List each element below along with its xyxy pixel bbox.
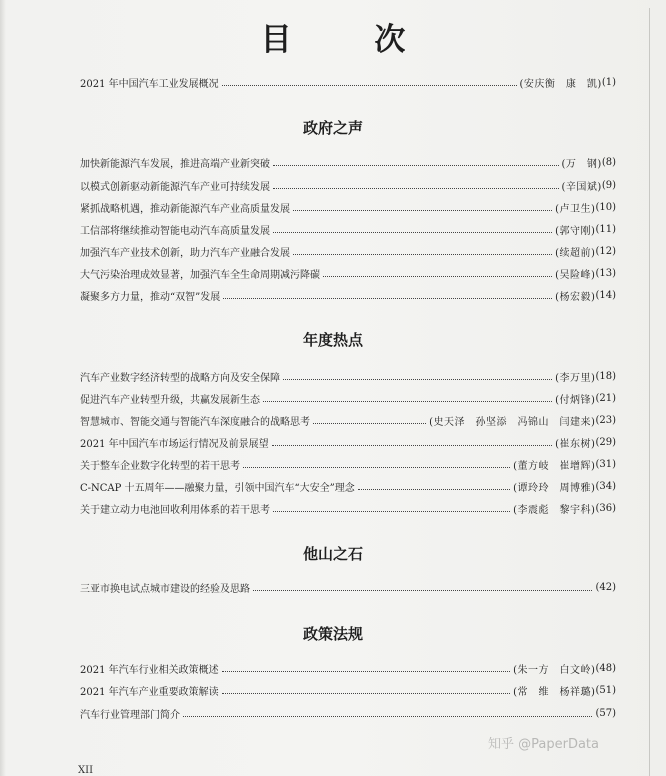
toc-entry[interactable] xyxy=(80,579,616,595)
entry-page: (48) xyxy=(595,662,616,674)
toc-entry[interactable] xyxy=(80,412,616,428)
toc-entry[interactable] xyxy=(80,660,616,676)
entry-title: 三亚市换电试点城市建设的经验及思路 xyxy=(80,583,250,595)
entry-page: (31) xyxy=(595,458,616,470)
entry-page: (11) xyxy=(595,223,616,235)
entry-page: (57) xyxy=(595,707,616,719)
entry-author: (郭守刚) xyxy=(555,225,596,237)
toc-entry[interactable] xyxy=(80,478,616,494)
dot-leader xyxy=(323,276,552,277)
entry-page: (29) xyxy=(595,436,616,448)
section-heading: 他山之石 xyxy=(302,545,363,563)
entry-page: (36) xyxy=(595,502,616,514)
dot-leader xyxy=(273,511,510,512)
dot-leader xyxy=(273,188,559,189)
dot-leader xyxy=(358,489,510,490)
toc-entry[interactable] xyxy=(80,368,616,384)
entry-title: 大气污染治理成效显著，加强汽车全生命周期减污降碳 xyxy=(80,269,320,281)
section-heading: 政策法规 xyxy=(302,625,363,643)
entry-page: (42) xyxy=(595,581,616,593)
dot-leader xyxy=(243,467,510,468)
entry-author: (万 钢) xyxy=(561,158,602,170)
entry-page: (34) xyxy=(595,480,616,492)
dot-leader xyxy=(273,165,559,166)
dot-leader xyxy=(183,716,592,717)
entry-author: (辛国斌) xyxy=(561,181,602,193)
section-heading: 政府之声 xyxy=(302,119,363,137)
entry-title: 关于整车企业数字化转型的若干思考 xyxy=(80,460,240,472)
toc-entry[interactable] xyxy=(80,456,616,472)
dot-leader xyxy=(313,423,426,424)
entry-title: 紧抓战略机遇，推动新能源汽车产业高质量发展 xyxy=(80,203,290,215)
entry-title: 促进汽车产业转型升级，共赢发展新生态 xyxy=(80,394,260,406)
entry-page: (1) xyxy=(601,76,616,88)
entry-author: (续超前) xyxy=(555,247,596,259)
entry-title: 工信部将继续推动智能电动汽车高质量发展 xyxy=(80,225,270,237)
toc-entry[interactable] xyxy=(80,434,616,450)
entry-title: 以模式创新驱动新能源汽车产业可持续发展 xyxy=(80,181,270,193)
toc-entry[interactable] xyxy=(80,390,616,406)
entry-author: (安庆衡 康 凯) xyxy=(519,78,602,90)
entry-page: (18) xyxy=(595,370,616,382)
entry-page: (21) xyxy=(595,392,616,404)
dot-leader xyxy=(222,85,517,86)
entry-title: 智慧城市、智能交通与智能汽车深度融合的战略思考 xyxy=(80,416,310,428)
page-title: 目 次 xyxy=(260,22,442,58)
entry-page: (13) xyxy=(595,267,616,279)
section-heading: 年度热点 xyxy=(302,331,363,349)
entry-author: (董方岐 崔增辉) xyxy=(513,460,596,472)
entry-title: 凝聚多方力量，推动“双智”发展 xyxy=(80,291,221,303)
dot-leader xyxy=(263,401,552,402)
entry-title: 汽车产业数字经济转型的战略方向及安全保障 xyxy=(80,372,280,384)
dot-leader xyxy=(293,254,552,255)
entry-author: (李万里) xyxy=(555,372,596,384)
entry-page: (8) xyxy=(601,156,616,168)
entry-page: (10) xyxy=(595,201,616,213)
dot-leader xyxy=(253,590,592,591)
entry-page: (51) xyxy=(595,684,616,696)
entry-title: 2021 年中国汽车工业发展概况 xyxy=(80,78,219,90)
entry-title: 关于建立动力电池回收利用体系的若干思考 xyxy=(80,504,270,516)
entry-author: (常 维 杨祥璐) xyxy=(513,686,596,698)
dot-leader xyxy=(283,379,552,380)
entry-page: (23) xyxy=(595,414,616,426)
entry-author: (杨宏毅) xyxy=(555,291,596,303)
entry-author: (崔东树) xyxy=(555,438,596,450)
toc-entry[interactable] xyxy=(80,221,616,237)
entry-author: (史天泽 孙坚添 冯锦山 闫建来) xyxy=(429,416,596,428)
entry-title: 汽车行业管理部门简介 xyxy=(80,709,180,721)
entry-page: (14) xyxy=(595,289,616,301)
dot-leader xyxy=(273,232,552,233)
dot-leader xyxy=(293,210,552,211)
toc-entry[interactable] xyxy=(80,287,616,303)
entry-title: 2021 年中国汽车市场运行情况及前景展望 xyxy=(80,438,269,450)
toc-entry[interactable] xyxy=(80,243,616,259)
entry-author: (朱一方 白文岭) xyxy=(513,664,596,676)
toc-entry[interactable] xyxy=(80,154,616,170)
entry-title: 加快新能源汽车发展，推进高端产业新突破 xyxy=(80,158,270,170)
dot-leader xyxy=(272,445,553,446)
entry-title: 2021 年汽车产业重要政策解读 xyxy=(80,686,219,698)
entry-title: 加强汽车产业技术创新，助力汽车产业融合发展 xyxy=(80,247,290,259)
entry-author: (李震彪 黎宇科) xyxy=(513,504,596,516)
entry-author: (谭玲玲 周博雅) xyxy=(513,482,596,494)
page-number: XII xyxy=(78,765,94,776)
dot-leader xyxy=(223,298,552,299)
toc-entry[interactable] xyxy=(80,682,616,698)
entry-page: (9) xyxy=(601,179,616,191)
toc-entry[interactable] xyxy=(80,265,616,281)
dot-leader xyxy=(222,693,511,694)
entry-author: (卢卫生) xyxy=(555,203,596,215)
toc-entry[interactable] xyxy=(80,74,616,90)
toc-entry[interactable] xyxy=(80,705,616,721)
dot-leader xyxy=(222,671,511,672)
entry-title: 2021 年汽车行业相关政策概述 xyxy=(80,664,219,676)
toc-entry[interactable] xyxy=(80,199,616,215)
entry-title: C-NCAP 十五周年——融聚力量，引领中国汽车“大安全”理念 xyxy=(80,482,355,494)
entry-author: (付炳锋) xyxy=(555,394,596,406)
toc-entry[interactable] xyxy=(80,177,616,193)
entry-page: (12) xyxy=(595,245,616,257)
entry-author: (吴险峰) xyxy=(555,269,596,281)
watermark: 知乎 @PaperData xyxy=(488,737,599,752)
toc-entry[interactable] xyxy=(80,500,616,516)
